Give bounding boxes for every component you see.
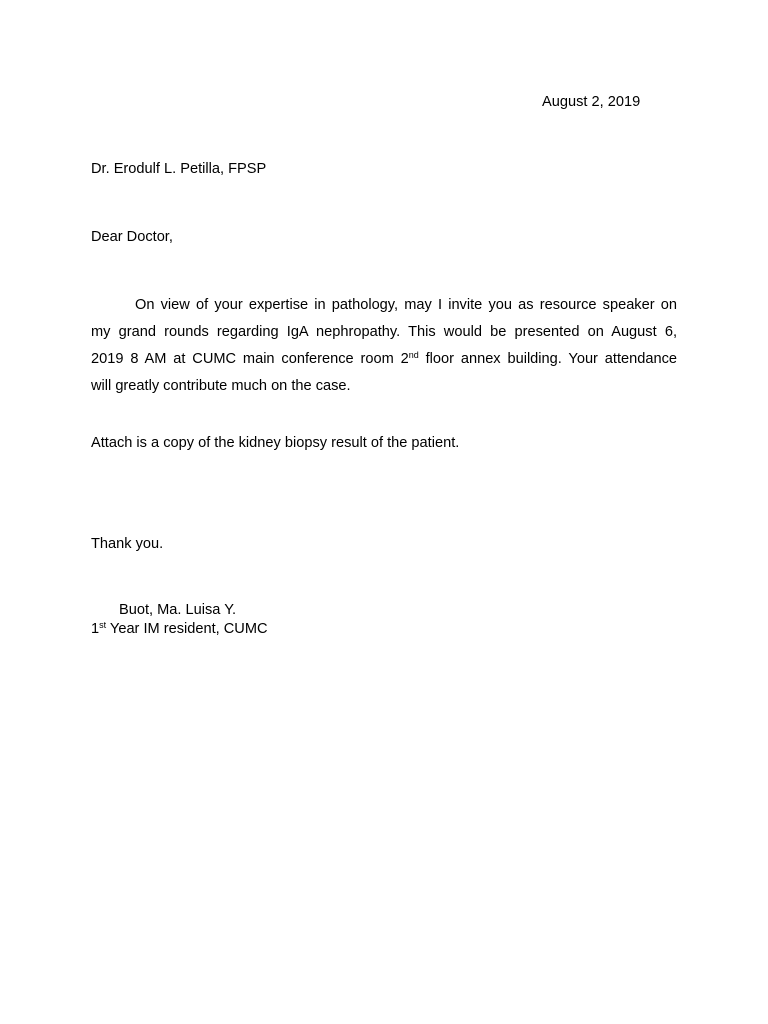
ordinal-suffix-st: st	[99, 620, 107, 630]
recipient-name: Dr. Erodulf L. Petilla, FPSP	[91, 161, 267, 177]
salutation: Dear Doctor,	[91, 229, 173, 245]
closing: Thank you.	[91, 536, 164, 552]
body-line-4: will greatly contribute much on the case.	[91, 378, 351, 394]
letter-date: August 2, 2019	[542, 94, 641, 110]
body-line-2: my grand rounds regarding IgA nephropathy. This would be presented on August 6,	[91, 324, 677, 340]
signer-position-number: 1	[91, 621, 100, 637]
attachment-note: Attach is a copy of the kidney biopsy result of the patient.	[91, 435, 460, 451]
letter-body-paragraph	[91, 292, 677, 400]
body-line-3	[91, 346, 677, 373]
body-line-3-end: floor annex building. Your attendance	[418, 351, 677, 367]
body-line-1: On view of your expertise in pathology, may I invite you as resource speaker on	[135, 297, 677, 313]
body-line-3-start: 2019 8 AM at CUMC main conference room 2	[91, 351, 409, 367]
ordinal-suffix-nd: nd	[408, 350, 419, 360]
signer-position	[91, 620, 268, 638]
signer-position-title: Year IM resident, CUMC	[106, 621, 268, 637]
signer-name: Buot, Ma. Luisa Y.	[119, 602, 237, 618]
